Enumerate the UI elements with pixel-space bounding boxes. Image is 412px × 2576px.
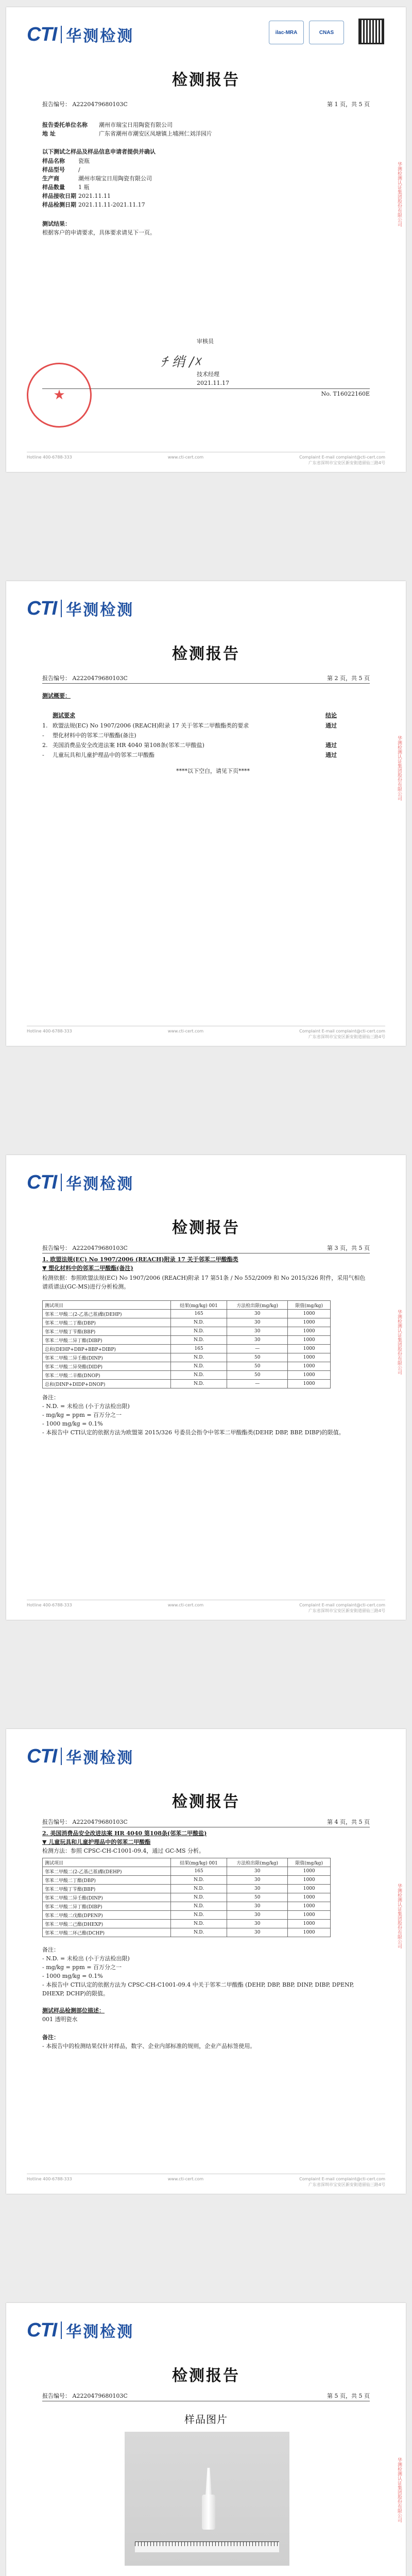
method-text: 检测依据：参照欧盟法规(EC) No 1907/2006 (REACH)附录 17 第51条 / No 552/2009 和 No 2015/326 附件，采用气相色谱质谱法(GC-MS)进行分析检测。	[42, 1275, 366, 1290]
header-logo	[27, 2318, 134, 2342]
report-number: 报告编号： A2220479680103C	[42, 1819, 128, 1825]
address-row	[42, 129, 212, 138]
cell-limit: 1000	[288, 1353, 331, 1362]
cell-item: 邻苯二甲酸二异丁酯(DIBP)	[43, 1902, 171, 1911]
col-requirement: 测试要求	[53, 712, 75, 719]
serial-number: No. T16022160E	[321, 391, 370, 397]
footer-hotline: Hotline 400-6788-333	[27, 455, 72, 460]
note-line: - N.D. = 未检出 (小于方法检出限)	[42, 1403, 130, 1410]
footer-address: 广东省深圳市宝安区新安街道留仙三路4号	[308, 1608, 385, 1613]
sample-name-value: 瓷瓶	[78, 158, 90, 164]
note-line: - mg/kg = ppm = 百万分之一	[42, 1964, 122, 1971]
report-number: 报告编号： A2220479680103C	[42, 2393, 128, 2399]
quantity-label: 样品数量	[42, 184, 65, 191]
footer-address-row	[27, 1034, 385, 1040]
cell-result: N.D.	[171, 1911, 227, 1920]
table-row	[43, 1345, 331, 1353]
table-row	[43, 1380, 331, 1388]
table-row	[43, 1876, 331, 1885]
cnas-logo: CNAS	[309, 21, 344, 44]
col-mdl: 方法检出限(mg/kg)	[227, 1301, 288, 1310]
summary-row-req: 儿童玩具和儿童护理品中的邻苯二甲酸酯	[53, 752, 154, 758]
cell-item: 邻苯二甲酸二异丁酯(DIBP)	[43, 1336, 171, 1345]
table-row	[43, 1353, 331, 1362]
footer-hotline: Hotline 400-6788-333	[27, 2177, 72, 2181]
cell-mdl: 50	[227, 1353, 288, 1362]
manufacturer-value: 潮州市瑞宝日用陶瓷有限公司	[78, 175, 152, 182]
sample-name-label: 样品名称	[42, 158, 65, 164]
footer-website: www.cti-cert.com	[167, 2177, 204, 2181]
ruler-scale	[135, 2541, 279, 2552]
report-number: 报告编号： A2220479680103C	[42, 101, 128, 108]
cell-mdl: 30	[227, 1310, 288, 1318]
cell-result: N.D.	[171, 1353, 227, 1362]
report-title: 检测报告	[172, 1219, 240, 1237]
cell-result: 165	[171, 1867, 227, 1876]
sample-model-row	[42, 165, 80, 174]
footer-address: 广东省深圳市宝安区新安街道留仙三路4号	[308, 1035, 385, 1039]
cell-limit: 1000	[288, 1336, 331, 1345]
note-line: - 本报告中 CTI认定的依据方法为 CPSC-CH-C1001-09.4 中关于邻苯二甲酸酯 (DEHP, DBP, BBP, DINP, DIBP, DPENP, DHEXP, DCHP)的限值。	[42, 1981, 354, 1997]
cell-item: 邻苯二甲酸丁苄酯(BBP)	[43, 1885, 171, 1893]
summary-row-req: 塑化材料中的邻苯二甲酸酯(备注)	[53, 732, 136, 739]
sample-photo	[125, 2432, 289, 2566]
cti-logo-cn: 华测检测	[66, 2323, 134, 2341]
cell-item: 总和(DEHP+DBP+BBP+DIBP)	[43, 1345, 171, 1353]
cell-item: 邻苯二甲酸二戊酯(DPENP)	[43, 1911, 171, 1920]
cti-logo: CTI	[27, 2319, 57, 2341]
side-stamp: 华测检测认证集团股份有限公司	[397, 1310, 402, 1375]
report-meta	[42, 2392, 370, 2400]
cell-mdl: —	[227, 1380, 288, 1388]
cell-limit: 1000	[288, 1876, 331, 1885]
section-subtitle: ▼ 塑化材料中的邻苯二甲酸酯(备注)	[42, 1265, 133, 1272]
section-title: 2. 美国消费品安全改进法案 HR 4040 第108条(邻苯二甲酸盐)	[42, 1830, 207, 1837]
footer-hotline: Hotline 400-6788-333	[27, 1603, 72, 1607]
notes-title: 备注：	[42, 1394, 59, 1401]
table-header	[43, 1858, 331, 1867]
cell-result: N.D.	[171, 1380, 227, 1388]
cell-limit: 1000	[288, 1318, 331, 1327]
receive-date-label: 样品接收日期	[42, 193, 76, 199]
cell-mdl: 30	[227, 1327, 288, 1336]
results-table	[42, 1300, 331, 1388]
col-test-item: 测试项目	[43, 1858, 171, 1867]
blank-note: ****以下空白，请见下页****	[176, 768, 250, 774]
photo-title: 样品图片	[184, 2413, 228, 2426]
logo-divider	[61, 26, 62, 43]
method-text: 检测方法：参照 CPSC-CH-C1001-09.4，通过 GC-MS 分析。	[42, 1848, 205, 1854]
report-meta	[42, 1818, 370, 1826]
footer-address-row	[27, 1608, 385, 1614]
note-line: - N.D. = 未检出 (小于方法检出限)	[42, 1955, 130, 1962]
cell-item: 邻苯二甲酸二丁酯(DBP)	[43, 1876, 171, 1885]
note-line: - 本报告中 CTI认定的依据方法为欧盟第 2015/326 号委员会指令中邻苯二甲酸酯类(DEHP, DBP, BBP, DIBP)的限值。	[42, 1429, 345, 1436]
side-stamp: 华测检测认证集团股份有限公司	[397, 1884, 402, 1948]
ilac-logo: ilac-MRA	[269, 21, 304, 44]
official-seal-icon: ★	[27, 363, 92, 428]
footer	[27, 1603, 385, 1607]
side-stamp: 华测检测认证集团股份有限公司	[397, 736, 402, 801]
table-row	[43, 1336, 331, 1345]
manufacturer-label: 生产商	[42, 175, 59, 182]
footer	[27, 2177, 385, 2181]
table-row	[43, 1885, 331, 1893]
report-page-4	[6, 1729, 406, 2194]
page-number: 第 1 页，共 5 页	[327, 101, 370, 108]
col-test-item: 测试项目	[43, 1301, 171, 1310]
footer-address-row	[27, 2182, 385, 2188]
report-page-1	[6, 7, 406, 472]
cell-result: N.D.	[171, 1362, 227, 1371]
cell-item: 邻苯二甲酸二异壬酯(DINP)	[43, 1893, 171, 1902]
logo-divider	[61, 1748, 62, 1765]
test-date-row	[42, 200, 145, 209]
cell-limit: 1000	[288, 1885, 331, 1893]
cell-limit: 1000	[288, 1902, 331, 1911]
sample-section-title: 以下测试之样品及样品信息申请者提供并确认	[42, 148, 156, 155]
report-meta	[42, 674, 370, 682]
table-row	[43, 1920, 331, 1928]
cell-result: N.D.	[171, 1336, 227, 1345]
cell-mdl: 30	[227, 1876, 288, 1885]
test-date-label: 样品检测日期	[42, 201, 76, 208]
summary-row-req: 欧盟法规(EC) No 1907/2006 (REACH)附录 17 关于邻苯二甲酸酯类的要求	[53, 722, 249, 729]
col-conclusion: 结论	[325, 712, 337, 719]
page-number: 第 4 页，共 5 页	[327, 1819, 370, 1825]
cti-logo: CTI	[27, 1745, 57, 1767]
sample-model-value: /	[78, 166, 80, 173]
table-row	[43, 1911, 331, 1920]
summary-title: 测试概要：	[42, 692, 71, 699]
summary-row-req: 美国消费品安全改进法案 HR 4040 第108条(邻苯二甲酸盐)	[53, 742, 204, 749]
cti-logo: CTI	[27, 23, 57, 45]
col-result: 结果(mg/kg) 001	[171, 1301, 227, 1310]
cell-result: 165	[171, 1345, 227, 1353]
meta-divider	[42, 683, 370, 684]
qr-code-icon	[358, 19, 384, 44]
address-label: 地 址	[42, 130, 56, 137]
header-logo	[27, 1171, 134, 1194]
report-number: 报告编号： A2220479680103C	[42, 675, 128, 682]
footer-email: Complaint E-mail complaint@cti-cert.com	[299, 455, 385, 460]
cell-mdl: —	[227, 1345, 288, 1353]
bottle-cap	[205, 2468, 212, 2496]
cell-mdl: 50	[227, 1362, 288, 1371]
cti-logo: CTI	[27, 1171, 57, 1193]
logo-divider	[61, 600, 62, 617]
cell-limit: 1000	[288, 1345, 331, 1353]
table-row	[43, 1902, 331, 1911]
bottle-body	[202, 2495, 215, 2530]
report-page-2	[6, 581, 406, 1046]
notes-title: 备注：	[42, 1946, 59, 1953]
table-row	[43, 1371, 331, 1380]
footer-website: www.cti-cert.com	[167, 1029, 204, 1033]
receive-date-value: 2021.11.11	[78, 193, 111, 199]
page-number: 第 2 页，共 5 页	[327, 675, 370, 682]
footer-address: 广东省深圳市宝安区新安街道留仙三路4号	[308, 2182, 385, 2187]
footer-address-row	[27, 460, 385, 466]
cell-item: 邻苯二甲酸二辛酯(DNOP)	[43, 1371, 171, 1380]
remark-title: 备注：	[42, 2034, 59, 2041]
col-limit: 限值(mg/kg)	[288, 1301, 331, 1310]
cell-result: N.D.	[171, 1902, 227, 1911]
signature-divider	[42, 388, 370, 389]
cell-mdl: 30	[227, 1920, 288, 1928]
footer-email: Complaint E-mail complaint@cti-cert.com	[299, 1029, 385, 1033]
remark-text: - 本报告中的检测结果仅针对样品，数字、企业内部标准的规则，企业产品标签使用。	[42, 2043, 256, 2049]
cell-limit: 1000	[288, 1920, 331, 1928]
cti-logo-cn: 华测检测	[66, 1175, 134, 1193]
report-meta	[42, 1244, 370, 1252]
cell-mdl: 50	[227, 1893, 288, 1902]
applicant-row	[42, 121, 173, 129]
cell-mdl: 30	[227, 1885, 288, 1893]
handwritten-signature: ﾁ 绡 /☓	[161, 354, 201, 370]
note-line: - 1000 mg/kg = 0.1%	[42, 1420, 103, 1427]
cell-item: 邻苯二甲酸二(2-乙基己基)酯(DEHP)	[43, 1310, 171, 1318]
cell-result: N.D.	[171, 1885, 227, 1893]
address-value: 广东省潮州市潮安区凤塘镇上埔洲仁刘洋园片	[99, 130, 212, 137]
cell-mdl: 30	[227, 1336, 288, 1345]
section-title: 1. 欧盟法规(EC) No 1907/2006 (REACH)附录 17 关于邻苯二甲酸酯类	[42, 1256, 238, 1263]
results-label: 测试结果：	[42, 221, 71, 227]
note-line: - mg/kg = ppm = 百万分之一	[42, 1412, 122, 1418]
cell-item: 邻苯二甲酸二异壬酯(DINP)	[43, 1353, 171, 1362]
table-row	[43, 1310, 331, 1318]
signature-date: 2021.11.17	[197, 380, 229, 386]
report-page-5	[6, 2303, 406, 2576]
results-table	[42, 1858, 331, 1937]
cell-limit: 1000	[288, 1893, 331, 1902]
col-limit: 限值(mg/kg)	[288, 1858, 331, 1867]
table-header	[43, 1301, 331, 1310]
summary-row-n: -	[42, 752, 44, 758]
cell-result: N.D.	[171, 1928, 227, 1937]
table-row	[43, 1327, 331, 1336]
receive-date-row	[42, 192, 111, 200]
report-title: 检测报告	[172, 2367, 240, 2385]
page-number: 第 3 页，共 5 页	[327, 1245, 370, 1251]
side-stamp: 华测检测认证集团股份有限公司	[397, 162, 402, 227]
manufacturer-row	[42, 174, 152, 183]
table-row	[43, 1318, 331, 1327]
logo-divider	[61, 1174, 62, 1191]
table-row	[43, 1362, 331, 1371]
cell-result: N.D.	[171, 1318, 227, 1327]
col-mdl: 方法检出限(mg/kg)	[227, 1858, 288, 1867]
cell-item: 邻苯二甲酸二环己酯(DCHP)	[43, 1928, 171, 1937]
cell-result: N.D.	[171, 1876, 227, 1885]
signature-title-1: 审核员	[197, 338, 214, 345]
report-meta	[42, 100, 370, 108]
report-title: 检测报告	[172, 1793, 240, 1811]
cell-mdl: 30	[227, 1318, 288, 1327]
cell-result: N.D.	[171, 1893, 227, 1902]
footer-email: Complaint E-mail complaint@cti-cert.com	[299, 1603, 385, 1607]
footer-address: 广东省深圳市宝安区新安街道留仙三路4号	[308, 461, 385, 465]
cti-logo: CTI	[27, 597, 57, 619]
cell-limit: 1000	[288, 1911, 331, 1920]
note-line: - 1000 mg/kg = 0.1%	[42, 1973, 103, 1979]
cti-logo-cn: 华测检测	[66, 1749, 134, 1767]
page-number: 第 5 页，共 5 页	[327, 2393, 370, 2399]
cell-mdl: 30	[227, 1902, 288, 1911]
side-stamp: 华测检测认证集团股份有限公司	[397, 2458, 402, 2522]
cell-item: 邻苯二甲酸二丁酯(DBP)	[43, 1318, 171, 1327]
cti-logo-cn: 华测检测	[66, 601, 134, 619]
test-date-value: 2021.11.11-2021.11.17	[78, 201, 145, 208]
sample-model-label: 样品型号	[42, 166, 65, 173]
header-logo	[27, 1744, 134, 1768]
cell-item: 邻苯二甲酸二己酯(DHEXP)	[43, 1920, 171, 1928]
summary-row-result: 通过	[325, 752, 337, 758]
cell-limit: 1000	[288, 1371, 331, 1380]
summary-row-result: 通过	[325, 722, 337, 729]
cell-item: 邻苯二甲酸二(2-乙基己基)酯(DEHP)	[43, 1867, 171, 1876]
report-number: 报告编号： A2220479680103C	[42, 1245, 128, 1251]
footer-hotline: Hotline 400-6788-333	[27, 1029, 72, 1033]
cell-result: N.D.	[171, 1327, 227, 1336]
parts-row: 001 透明瓷水	[42, 2016, 78, 2023]
summary-row-result: 通过	[325, 742, 337, 749]
cell-limit: 1000	[288, 1928, 331, 1937]
cell-mdl: 30	[227, 1867, 288, 1876]
table-row	[43, 1928, 331, 1937]
header-logo	[27, 597, 134, 620]
col-result: 结果(mg/kg) 001	[171, 1858, 227, 1867]
cell-item: 邻苯二甲酸二异癸酯(DIDP)	[43, 1362, 171, 1371]
footer-website: www.cti-cert.com	[167, 1603, 204, 1607]
cell-mdl: 50	[227, 1371, 288, 1380]
signature-title-2: 技术经理	[197, 371, 219, 378]
cell-mdl: 30	[227, 1928, 288, 1937]
cell-item: 总和(DINP+DIDP+DNOP)	[43, 1380, 171, 1388]
logo-divider	[61, 2321, 62, 2339]
section-subtitle: ▼ 儿童玩具和儿童护理品中的邻苯二甲酸酯	[42, 1839, 151, 1845]
cti-logo-cn: 华测检测	[66, 27, 134, 45]
cell-limit: 1000	[288, 1327, 331, 1336]
report-title: 检测报告	[172, 71, 240, 89]
table-row	[43, 1893, 331, 1902]
header-logo	[27, 23, 134, 46]
cell-result: N.D.	[171, 1371, 227, 1380]
cell-result: 165	[171, 1310, 227, 1318]
sample-name-row	[42, 157, 90, 165]
footer-website: www.cti-cert.com	[167, 455, 204, 460]
cell-limit: 1000	[288, 1310, 331, 1318]
summary-row-n: 1.	[42, 722, 48, 729]
quantity-value: 1 瓶	[78, 184, 90, 191]
footer	[27, 455, 385, 460]
quantity-row	[42, 183, 90, 192]
report-title: 检测报告	[172, 645, 240, 663]
applicant-value: 潮州市瑞宝日用陶瓷有限公司	[99, 122, 173, 128]
results-note: 根据客户的申请要求，具体要求请见下一页。	[42, 229, 156, 236]
table-row	[43, 1867, 331, 1876]
summary-row-n: -	[42, 732, 44, 739]
footer	[27, 1029, 385, 1033]
report-page-3	[6, 1155, 406, 1620]
parts-title: 测试样品检测部位描述：	[42, 2007, 105, 2014]
cell-limit: 1000	[288, 1380, 331, 1388]
cell-mdl: 30	[227, 1911, 288, 1920]
bottle-image	[202, 2468, 215, 2530]
cell-item: 邻苯二甲酸丁苄酯(BBP)	[43, 1327, 171, 1336]
accreditation-logos	[269, 21, 344, 44]
applicant-label: 报告委托单位名称	[42, 122, 88, 128]
summary-row-n: 2.	[42, 742, 48, 749]
footer-email: Complaint E-mail complaint@cti-cert.com	[299, 2177, 385, 2181]
cell-limit: 1000	[288, 1867, 331, 1876]
cell-result: N.D.	[171, 1920, 227, 1928]
cell-limit: 1000	[288, 1362, 331, 1371]
